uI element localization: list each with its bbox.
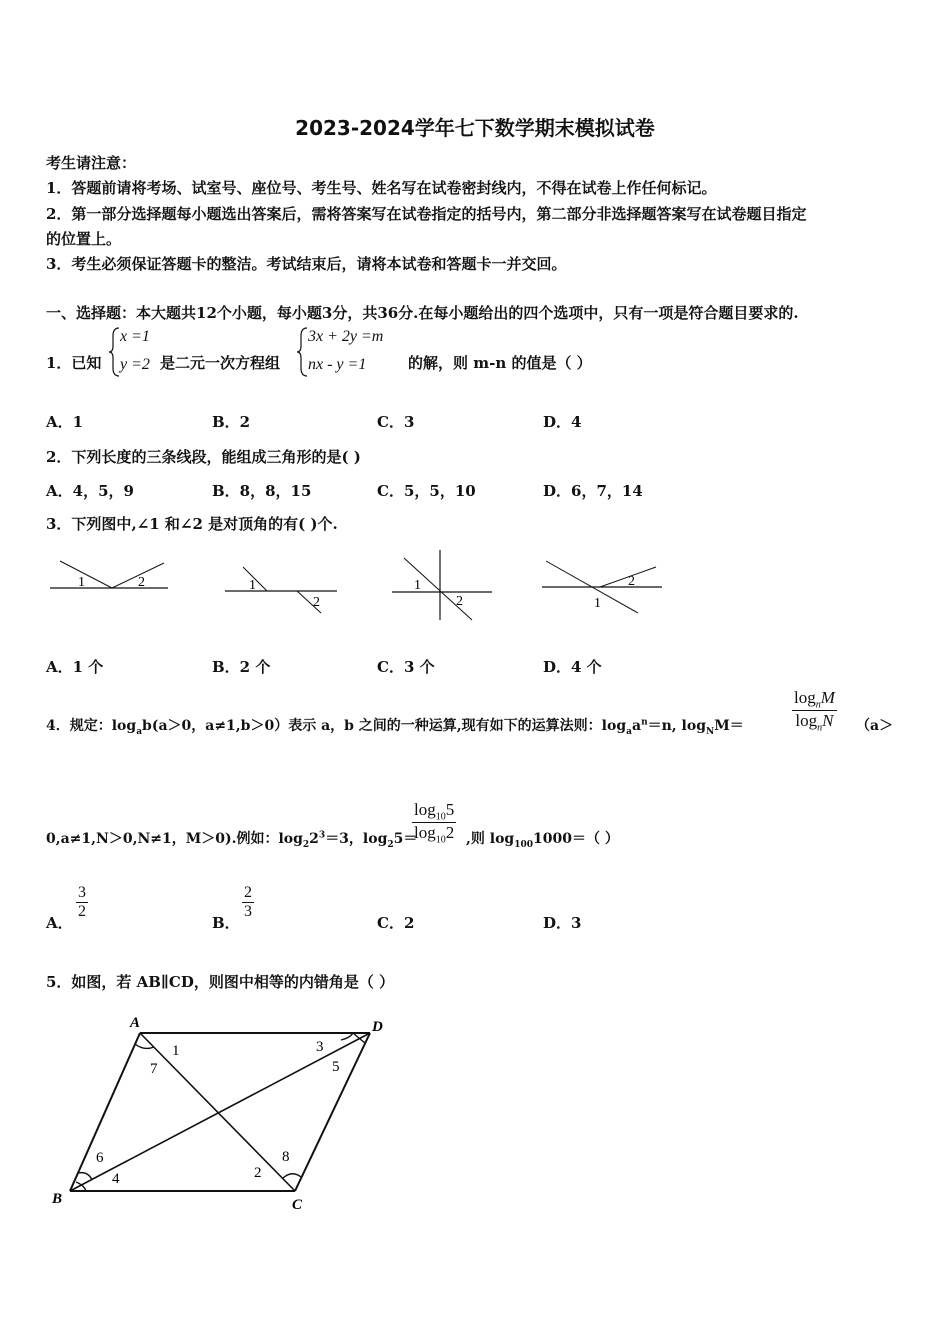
q3-fig2-label-1: 1 bbox=[249, 578, 256, 593]
q5-angle-4: 4 bbox=[112, 1171, 120, 1187]
q4-fraction-example bbox=[412, 800, 456, 846]
notice-item-1: 1．答题前请将考场、试室号、座位号、考生号、姓名写在试卷密封线内，不得在试卷上作任何标记。 bbox=[46, 179, 717, 197]
q4-option-c[interactable]: C．2 bbox=[377, 914, 415, 932]
q4-text-6: 0,a≠1,N＞0,N≠1，M＞0).例如：log bbox=[46, 831, 303, 847]
q4-option-a-label[interactable]: A． bbox=[46, 914, 73, 932]
q4-text-9: 5＝ bbox=[393, 831, 418, 847]
q4-frac-num-tail: M bbox=[820, 688, 835, 707]
notice-item-2: 2．第一部分选择题每小题选出答案后，需将答案写在试卷指定的括号内，第二部分非选择题答案写在试卷题目指定 bbox=[46, 205, 807, 223]
q4-fraction-rule bbox=[792, 688, 837, 734]
q4-frac-den-sub: n bbox=[817, 722, 823, 734]
q5-angle-5: 5 bbox=[332, 1059, 340, 1075]
q3-fig4-label-1: 1 bbox=[594, 596, 601, 611]
q2-option-c[interactable]: C．5，5，10 bbox=[377, 482, 476, 500]
q4-text-2: b(a＞0，a≠1,b＞0）表示 a，b 之间的一种运算,现有如下的运算法则：log bbox=[142, 718, 627, 734]
q4-text-8: ＝3，log bbox=[325, 831, 388, 847]
q4-text-11: 1000＝（ ） bbox=[533, 831, 619, 847]
page-title: 2023-2024学年七下数学期末模拟试卷 bbox=[295, 116, 655, 140]
q4-frac-num-sub: n bbox=[815, 699, 821, 711]
q4-line-1 bbox=[46, 715, 744, 737]
q3-fig4-label-2: 2 bbox=[628, 574, 635, 589]
q5-angle-2: 2 bbox=[254, 1165, 262, 1181]
q3-fig3-label-1: 1 bbox=[414, 578, 421, 593]
q2-stem: 2．下列长度的三条线段，能组成三角形的是( ) bbox=[46, 448, 361, 466]
q3-option-d[interactable]: D．4 个 bbox=[543, 658, 602, 676]
q4-text-1: 4．规定：log bbox=[46, 718, 137, 734]
q4-text-5: M＝ bbox=[714, 718, 744, 734]
q3-fig2-label-2: 2 bbox=[313, 595, 320, 610]
q4-option-d[interactable]: D．3 bbox=[543, 914, 582, 932]
q3-option-a[interactable]: A．1 个 bbox=[46, 658, 104, 676]
q3-option-b[interactable]: B．2 个 bbox=[212, 658, 271, 676]
q5-vertex-d: D bbox=[372, 1019, 383, 1035]
q5-vertex-c: C bbox=[292, 1197, 303, 1213]
q4-option-a-den: 2 bbox=[78, 903, 86, 920]
q4-option-b-den: 3 bbox=[244, 903, 252, 920]
q4-line-2 bbox=[46, 828, 417, 850]
q5-angle-8: 8 bbox=[282, 1149, 290, 1165]
q4-frac2-num-sub: 10 bbox=[435, 811, 446, 823]
q1-sys1-line2: y =2 bbox=[120, 356, 150, 373]
q4-option-b-num: 2 bbox=[244, 884, 252, 901]
q5-angle-7: 7 bbox=[150, 1061, 158, 1077]
notice-item-2-cont: 的位置上。 bbox=[46, 230, 122, 248]
q4-frac-num: log bbox=[794, 688, 816, 707]
q4-sup-2: 3 bbox=[318, 830, 326, 841]
q5-vertex-b: B bbox=[52, 1191, 63, 1207]
q5-stem: 5．如图，若 AB∥CD，则图中相等的内错角是（ ） bbox=[46, 973, 395, 991]
notice-item-3: 3．考生必须保证答题卡的整洁。考试结束后，请将本试卷和答题卡一并交回。 bbox=[46, 255, 567, 273]
q4-option-a-value[interactable] bbox=[76, 884, 88, 921]
section-heading: 一、选择题：本大题共12个小题，每小题3分，共36分.在每小题给出的四个选项中，只有一项是符合题目要求的. bbox=[46, 304, 799, 322]
q4-text-4: ＝n, log bbox=[647, 718, 706, 734]
q4-sub-4: 2 bbox=[302, 839, 310, 850]
q1-sys1-line1: x =1 bbox=[120, 328, 150, 345]
q4-text-7: 2 bbox=[309, 831, 319, 847]
q3-stem: 3．下列图中,∠1 和∠2 是对顶角的有( )个. bbox=[46, 515, 338, 533]
q2-option-d[interactable]: D．6，7，14 bbox=[543, 482, 643, 500]
q1-option-d[interactable]: D．4 bbox=[543, 413, 582, 431]
q3-option-c[interactable]: C．3 个 bbox=[377, 658, 435, 676]
q4-text-10: ,则 log bbox=[466, 831, 515, 847]
q4-sub-2: a bbox=[626, 726, 632, 737]
q4-frac-den-tail: N bbox=[822, 711, 834, 731]
q4-frac2-num-tail: 5 bbox=[445, 800, 455, 819]
q3-figure-4 bbox=[540, 555, 665, 620]
q1-option-b[interactable]: B．2 bbox=[212, 413, 251, 431]
q4-option-b-value[interactable] bbox=[242, 884, 254, 921]
q2-option-b[interactable]: B．8，8，15 bbox=[212, 482, 312, 500]
q4-frac-den: log bbox=[795, 711, 818, 731]
q3-fig1-label-1: 1 bbox=[78, 575, 85, 590]
q1-option-a[interactable]: A．1 bbox=[46, 413, 84, 431]
q4-line-2-end bbox=[466, 828, 619, 850]
q4-frac2-den-tail: 2 bbox=[445, 823, 455, 843]
q1-option-c[interactable]: C．3 bbox=[377, 413, 415, 431]
q1-sys2-line1: 3x + 2y =m bbox=[308, 328, 384, 345]
q4-frac2-den-sub: 10 bbox=[435, 834, 446, 846]
q4-sub-6: 100 bbox=[514, 839, 533, 850]
q1-suffix: 的解，则 m-n 的值是（ ） bbox=[408, 354, 592, 372]
q4-sub-3: N bbox=[705, 726, 715, 737]
notice-heading: 考生请注意： bbox=[46, 154, 137, 172]
q3-fig1-label-2: 2 bbox=[138, 575, 145, 590]
q4-frac2-den: log bbox=[414, 823, 436, 843]
q5-vertex-a: A bbox=[130, 1015, 141, 1031]
q1-sys2-line2: nx - y =1 bbox=[308, 356, 367, 373]
q4-sup-1: n bbox=[641, 717, 648, 728]
q3-fig3-label-2: 2 bbox=[456, 594, 463, 609]
q4-sub-5: 2 bbox=[387, 839, 394, 850]
q1-prefix: 1．已知 bbox=[46, 354, 102, 372]
q5-angle-3: 3 bbox=[316, 1039, 324, 1055]
q4-line-1-end: （a＞ bbox=[856, 718, 894, 734]
q4-option-b-label[interactable]: B． bbox=[212, 914, 240, 932]
q3-figure-1 bbox=[48, 555, 173, 600]
q5-figure-parallelogram bbox=[40, 1005, 400, 1217]
q4-text-3: a bbox=[631, 718, 642, 734]
q5-angle-6: 6 bbox=[96, 1150, 104, 1166]
q5-angle-1: 1 bbox=[172, 1043, 180, 1059]
q3-figure-3 bbox=[390, 548, 495, 622]
q3-figure-2 bbox=[223, 565, 341, 615]
q4-sub-1: a bbox=[136, 726, 143, 737]
q1-mid: 是二元一次方程组 bbox=[160, 354, 281, 372]
q4-frac2-num: log bbox=[414, 800, 436, 819]
q2-option-a[interactable]: A．4，5，9 bbox=[46, 482, 134, 500]
q4-option-a-num: 3 bbox=[78, 884, 86, 901]
